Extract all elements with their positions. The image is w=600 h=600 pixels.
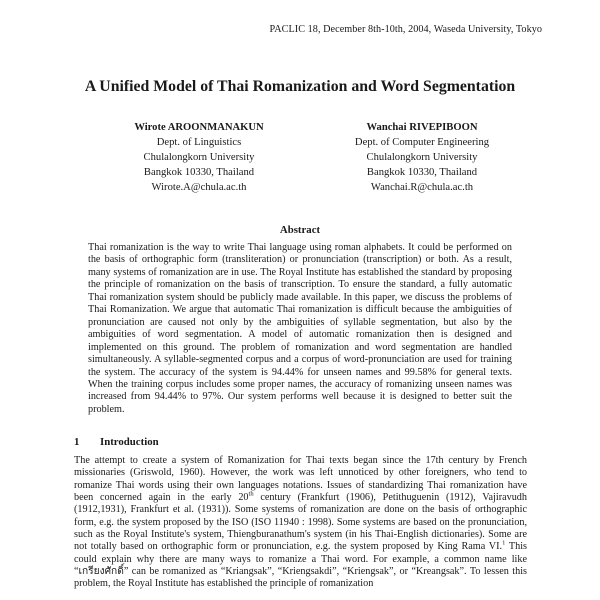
author-block-2 [307,120,537,195]
section-heading [74,436,159,448]
section-body [74,455,527,591]
body-text: This could explain why there are many ways to romanize a Thai word. For example, a common name like “เกรียงศักดิ์” can be romanized as “Kriangsak”, “Kriengsakdi”, “Kriengsak”, or “Kreangsak”. To lessen this problem, the Royal Institute has established the principle of romanization [74,541,527,590]
section-title: Introduction [100,436,159,448]
body-text: century (Frankfurt (1906), Petithuguenin (1912), Vajiravudh (1912,1931), Frankfurt et al. (1931)). Some systems of romanization are done on the basis of orthographic form, e.g. the system proposed by the ISO (ISO 11940 : 1998). Some systems are based on the pronunciation, such as the Royal Institute's system, Thiengburanathum's system (in his Thai-English dictionaries). Some are not totally based on orthographic form or pronunciation, e.g. the system proposed by King Rama VI. [74,492,527,553]
paper-title: A Unified Model of Thai Romanization and Word Segmentation [84,78,516,95]
section-number: 1 [74,436,80,448]
author-dept: Dept. of Computer Engineering [354,137,490,148]
abstract-heading: Abstract [279,224,321,236]
author-university: Chulalongkorn University [143,152,255,163]
author-university: Chulalongkorn University [366,152,478,163]
body-text: The attempt to create a system of Romanization for Thai texts began since the 17th century by French missionaries (Griswold, 1960). However, the work was left unnoticed by other foreigners, who tend to romanize Thai words using their own languages notations. Issues of standardizing Thai romanization have been concerned again in the early 20 [74,455,527,504]
author-email: Wanchai.R@chula.ac.th [370,182,474,193]
abstract-body: Thai romanization is the way to write Thai language using roman alphabets. It could be performed on the basis of orthographic form (transliteration) or pronunciation (transcription) or both. As a result, many systems of romanization are in use. The Royal Institute has established the standard by proposing the principle of romanization on the basis of transcription. To ensure the standard, a fully automatic Thai romanization system should be publicly made available. In this paper, we discuss the problems of Thai Romanization. We argue that automatic Thai romanization is difficult because the ambiguities of pronunciation are caused not only by the ambiguities of syllable segmentation, but also by the ambiguities of word segmentation. A model of automatic romanization then is designed and implemented on this ground. The problem of romanization and word segmentation are handled simultaneously. A syllable-segmented corpus and a corpus of word-pronunciation are used for training the system. The accuracy of the system is 94.44% for unseen names and 99.58% for general texts. When the training corpus includes some proper names, the accuracy of romanizing unseen names was increased from 94.44% to 97%. Our system performs well because it is designed to better suit the problem. [88,242,512,415]
author-dept: Dept. of Linguistics [156,137,242,148]
author-name: Wirote AROONMANAKUN [134,122,264,133]
footnote-marker: 1 [502,540,506,548]
author-block-1 [84,120,314,195]
author-city: Bangkok 10330, Thailand [366,167,478,178]
author-city: Bangkok 10330, Thailand [143,167,255,178]
superscript-th: th [248,490,254,498]
conference-header: PACLIC 18, December 8th-10th, 2004, Waseda University, Tokyo [269,24,542,35]
author-email: Wirote.A@chula.ac.th [151,182,247,193]
author-name: Wanchai RIVEPIBOON [366,122,478,133]
